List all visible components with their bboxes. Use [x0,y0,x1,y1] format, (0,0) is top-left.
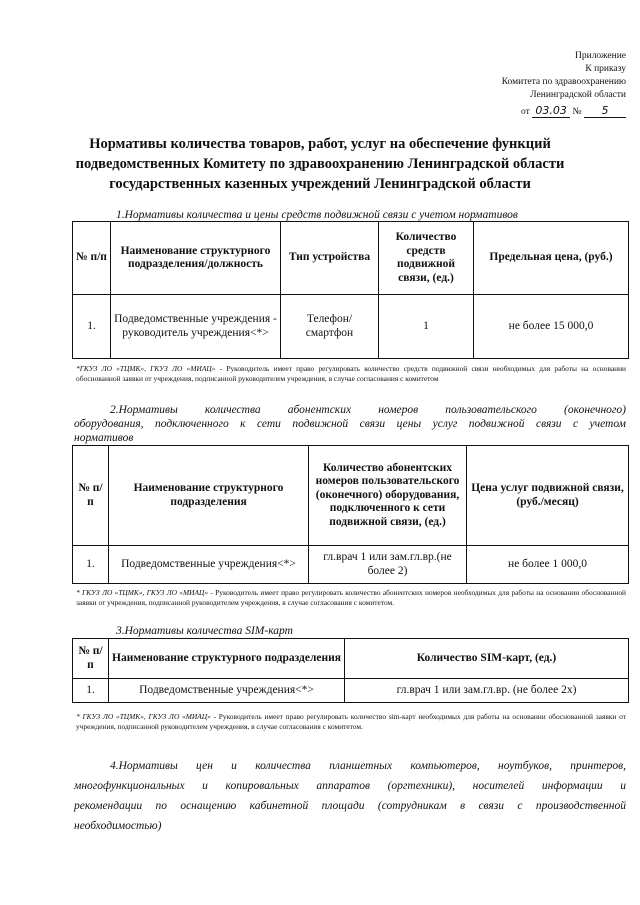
section1-heading: 1.Нормативы количества и цены средств подвижной связи с учетом нормативов [116,209,518,221]
section1-table [72,221,629,359]
appendix-date-line [468,104,626,119]
col-department: Наименование структурного подразделения/должность [111,222,281,295]
handwritten-date: 03.03 [532,104,570,118]
section4-line3: рекомендации по оснащению кабинетной площади (сотрудникам в связи с производственной [74,800,626,812]
cell-department: Подведомственные учреждения<*> [109,679,345,703]
title-line: государственных казенных учреждений Ленинградской области [109,176,531,192]
col-number: № п/п [73,222,111,295]
section2-table [72,445,629,584]
cell-department: Подведомственные учреждения<*> [109,546,309,584]
col-sim-count: Количество SIM-карт, (ед.) [345,639,629,679]
cell-sim-count: гл.врач 1 или зам.гл.вр. (не более 2х) [345,679,629,703]
section4-line1: 4.Нормативы цен и количества планшетных компьютеров, ноутбуков, принтеров, [110,760,626,772]
table-row [73,546,629,584]
cell-device-type: Телефон/ смартфон [281,295,379,359]
appendix-block [468,50,626,119]
number-sign: № [572,107,582,117]
cell-number: 1. [73,295,111,359]
cell-price: не более 15 000,0 [474,295,629,359]
col-department: Наименование структурного подразделения [109,446,309,546]
section3-table [72,638,629,703]
footnote-text: - Руководитель имеет право регулировать количество абонентских номеров необходимых для работы на основании обоснованной заявки от учреждения, подписанной руководителем учреждения, в случае согласования с комитетом. [76,588,626,607]
footnote-orgs: *ГКУЗ ЛО «ТЦМК», ГКУЗ ЛО «МИАЦ» [76,364,216,373]
cell-number: 1. [73,679,109,703]
title-line: подведомственных Комитету по здравоохранению Ленинградской области [75,156,565,172]
cell-number: 1. [73,546,109,584]
section3-footnote [76,712,626,732]
col-quantity: Количество средств подвижной связи, (ед.) [379,222,474,295]
section4-line2: многофункциональных и копировальных аппаратов (оргтехники), носителей информации и [74,780,626,792]
title-line: Нормативы количества товаров, работ, услуг на обеспечение функций [89,136,551,152]
section2-heading-line2: оборудования, подключенного к сети подвижной связи цены услуг подвижной связи с учетом [74,418,626,430]
col-device-type: Тип устройства [281,222,379,295]
cell-service-price: не более 1 000,0 [467,546,629,584]
appendix-line: Комитета по здравоохранению [501,77,626,87]
section4-line4: необходимостью) [74,820,162,832]
col-subscriber-count: Количество абонентских номеров пользовательского (оконечного) оборудования, подключенного к сети подвижной связи, (ед.) [309,446,467,546]
footnote-text: - Руководитель имеет право регулировать количество средств подвижной связи необходимых для работы на основании обоснованной заявки от учреждения, подписанной руководителем учреждения, в случае согласования с комитетом [76,364,626,383]
section2-heading-line1: 2.Нормативы количества абонентских номеров пользовательского (оконечного) [110,404,626,416]
footnote-orgs: * ГКУЗ ЛО «ТЦМК», ГКУЗ ЛО «МИАЦ» [76,588,209,597]
cell-subscriber-count: гл.врач 1 или зам.гл.вр.(не более 2) [309,546,467,584]
page-title [20,134,620,194]
appendix-line: Ленинградской области [530,90,626,100]
col-service-price: Цена услуг подвижной связи, (руб./месяц) [467,446,629,546]
cell-department: Подведомственные учреждения - руководитель учреждения<*> [111,295,281,359]
date-prefix: от [521,107,530,117]
footnote-text: - Руководитель имеет право регулировать количество sim-карт необходимых для работы на основании обоснованной заявки от учреждения, подписанной руководителем учреждения, в случае согласования с комитетом. [76,712,626,731]
appendix-line: Приложение [575,51,626,61]
cell-quantity: 1 [379,295,474,359]
footnote-orgs: * ГКУЗ ЛО «ТЦМК», ГКУЗ ЛО «МИАЦ» [76,712,211,721]
table-row [73,679,629,703]
col-price: Предельная цена, (руб.) [474,222,629,295]
handwritten-number: 5 [584,104,626,118]
col-number: № п/п [73,446,109,546]
section2-heading-line3: нормативов [74,432,134,444]
appendix-line: К приказу [585,64,626,74]
table-row [73,295,629,359]
col-number: № п/п [73,639,109,679]
section2-footnote [76,588,626,608]
col-department: Наименование структурного подразделения [109,639,345,679]
section3-heading: 3.Нормативы количества SIM-карт [116,625,293,637]
section1-footnote [76,364,626,384]
